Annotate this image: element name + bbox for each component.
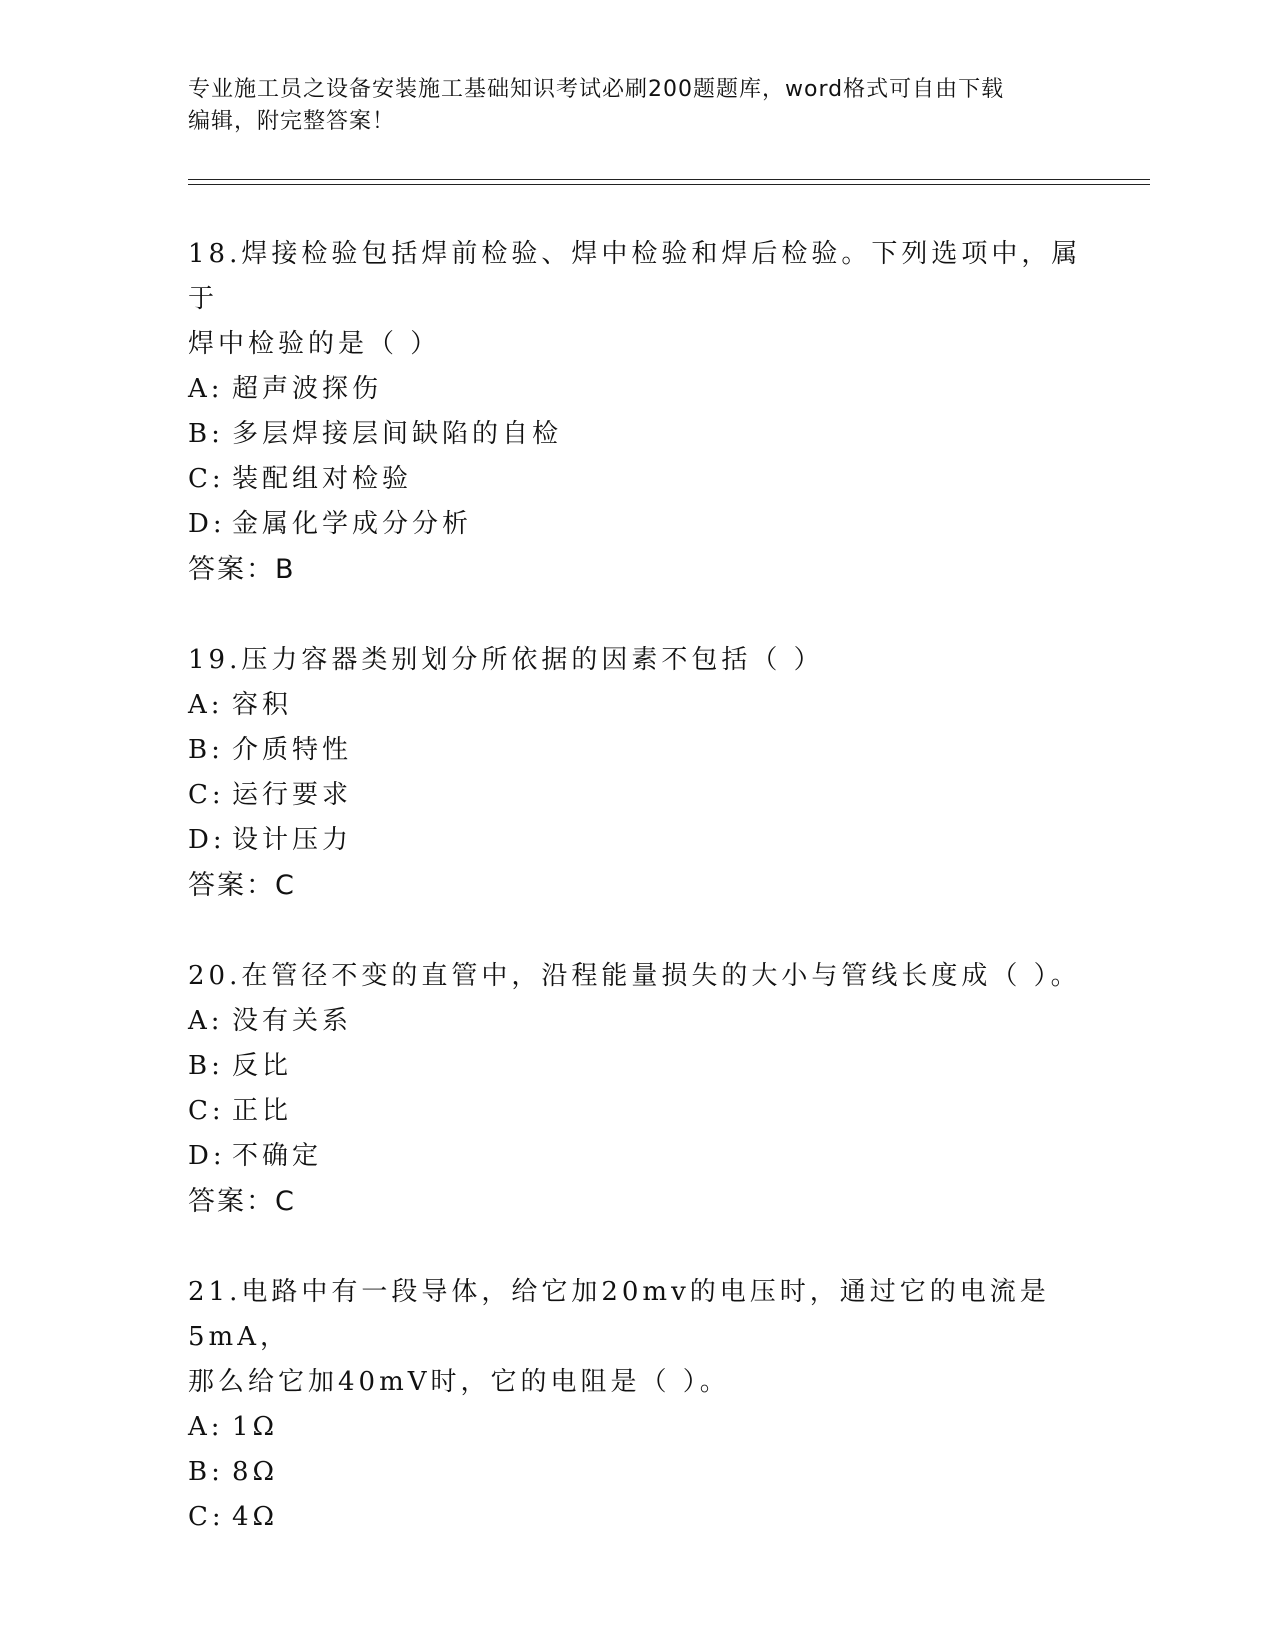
option-b <box>188 1044 1088 1089</box>
option-letter: A: <box>188 374 224 404</box>
option-letter: B: <box>188 735 224 765</box>
question-stem-continued: 焊中检验的是（ ） <box>188 329 441 359</box>
option-text: 介质特性 <box>232 735 353 765</box>
option-letter: C: <box>188 464 225 494</box>
option-text: 容积 <box>232 690 293 720</box>
option-text: 8Ω <box>232 1457 279 1487</box>
option-letter: A: <box>188 1006 224 1036</box>
option-text: 金属化学成分分析 <box>232 509 473 539</box>
option-letter: A: <box>188 690 224 720</box>
option-text: 装配组对检验 <box>232 464 413 494</box>
option-letter: D: <box>188 825 226 855</box>
option-letter: B: <box>188 419 224 449</box>
option-a <box>188 999 1088 1044</box>
option-b <box>188 728 1088 773</box>
option-letter: B: <box>188 1457 224 1487</box>
answer-line: 答案：C <box>188 1186 296 1217</box>
question-stem-continued: 那么给它加40mV时，它的电阻是（ ）。 <box>188 1367 730 1397</box>
header-line-1: 专业施工员之设备安装施工基础知识考试必刷200题题库，word格式可自由下载 <box>188 77 1005 102</box>
option-c <box>188 1089 1088 1134</box>
option-b <box>188 1450 1088 1495</box>
option-letter: C: <box>188 1502 225 1532</box>
question-stem: 18.焊接检验包括焊前检验、焊中检验和焊后检验。下列选项中，属于 <box>188 239 1082 314</box>
option-text: 正比 <box>232 1096 293 1126</box>
question-stem: 20.在管径不变的直管中，沿程能量损失的大小与管线长度成（ ）。 <box>188 961 1081 991</box>
option-a <box>188 1405 1088 1450</box>
option-text: 反比 <box>232 1051 293 1081</box>
option-text: 不确定 <box>232 1141 323 1171</box>
option-text: 运行要求 <box>232 780 353 810</box>
header-divider-top <box>188 179 1150 180</box>
question-stem: 19.压力容器类别划分所依据的因素不包括（ ） <box>188 645 824 675</box>
question-21 <box>188 1270 1088 1540</box>
option-letter: C: <box>188 1096 225 1126</box>
question-19 <box>188 638 1088 908</box>
option-a <box>188 367 1088 412</box>
option-letter: A: <box>188 1412 224 1442</box>
option-c <box>188 773 1088 818</box>
option-text: 多层焊接层间缺陷的自检 <box>232 419 563 449</box>
option-text: 没有关系 <box>232 1006 353 1036</box>
option-text: 1Ω <box>232 1412 279 1442</box>
header-line-2: 编辑，附完整答案！ <box>188 109 396 134</box>
answer-line: 答案：B <box>188 554 296 585</box>
option-c <box>188 457 1088 502</box>
option-text: 4Ω <box>232 1502 279 1532</box>
question-20 <box>188 954 1088 1224</box>
option-d <box>188 1134 1088 1179</box>
option-d <box>188 818 1088 863</box>
answer-line: 答案：C <box>188 870 296 901</box>
question-stem: 21.电路中有一段导体，给它加20mv的电压时，通过它的电流是5mA， <box>188 1277 1050 1352</box>
document-header <box>188 74 1088 138</box>
option-b <box>188 412 1088 457</box>
question-list <box>188 232 1088 1586</box>
option-letter: C: <box>188 780 225 810</box>
option-text: 设计压力 <box>232 825 353 855</box>
option-d <box>188 502 1088 547</box>
option-letter: B: <box>188 1051 224 1081</box>
option-letter: D: <box>188 509 226 539</box>
option-c <box>188 1495 1088 1540</box>
question-18 <box>188 232 1088 592</box>
header-divider-bottom <box>188 184 1150 185</box>
option-a <box>188 683 1088 728</box>
option-text: 超声波探伤 <box>232 374 383 404</box>
option-letter: D: <box>188 1141 226 1171</box>
